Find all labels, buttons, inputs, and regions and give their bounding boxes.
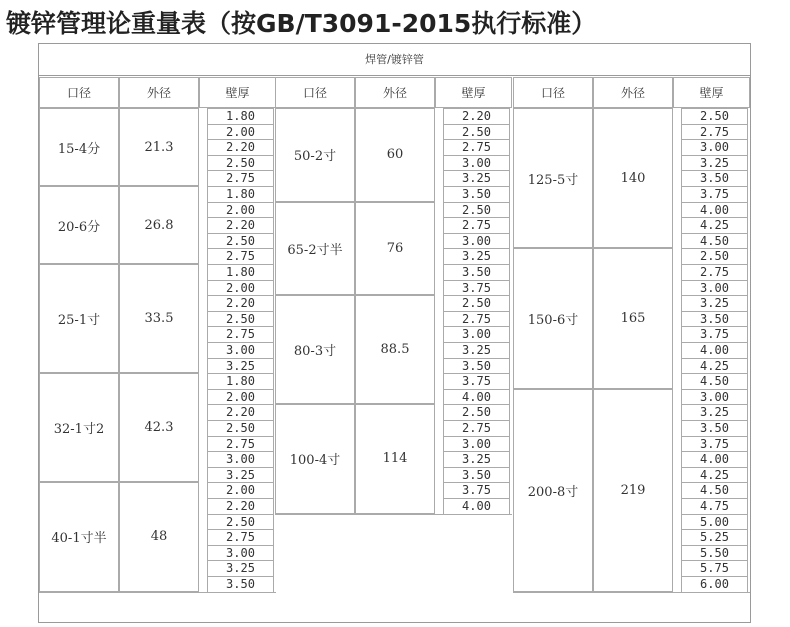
wall-thickness-cell: 3.00: [681, 389, 748, 406]
pipe-size-cell: 100-4寸: [275, 404, 355, 513]
wall-thickness-cell: 4.00: [443, 389, 510, 406]
section-bottom-rule: [513, 592, 750, 593]
column-header: 外径: [593, 77, 673, 108]
wall-thickness-cell: 3.25: [681, 155, 748, 172]
wall-thickness-cell: 4.75: [681, 498, 748, 515]
wall-thickness-cell: 5.50: [681, 545, 748, 562]
pipe-size-cell: 32-1寸2: [39, 373, 119, 482]
wall-thickness-cell: 2.20: [207, 139, 274, 156]
section-bottom-rule: [39, 592, 276, 593]
wall-thickness-cell: 4.25: [681, 217, 748, 234]
column-header: 口径: [513, 77, 593, 108]
wall-thickness-cell: 5.25: [681, 529, 748, 546]
wall-thickness-cell: 3.75: [443, 280, 510, 297]
wall-thickness-cell: 4.25: [681, 467, 748, 484]
wall-thickness-cell: 3.00: [443, 155, 510, 172]
wall-thickness-cell: 2.50: [681, 248, 748, 265]
wall-thickness-cell: 1.80: [207, 373, 274, 390]
outer-diameter-cell: 165: [593, 248, 673, 388]
wall-thickness-cell: 2.20: [207, 295, 274, 312]
pipe-size-cell: 20-6分: [39, 186, 119, 264]
outer-diameter-cell: 76: [355, 202, 435, 296]
wall-thickness-cell: 6.00: [681, 576, 748, 593]
outer-diameter-cell: 60: [355, 108, 435, 202]
wall-thickness-cell: 5.75: [681, 560, 748, 577]
wall-thickness-cell: 4.25: [681, 358, 748, 375]
outer-diameter-cell: 88.5: [355, 295, 435, 404]
wall-thickness-cell: 4.00: [681, 202, 748, 219]
wall-thickness-cell: 2.50: [207, 514, 274, 531]
outer-diameter-cell: 33.5: [119, 264, 199, 373]
wall-thickness-cell: 2.75: [207, 436, 274, 453]
wall-thickness-cell: 2.00: [207, 389, 274, 406]
wall-thickness-cell: 4.00: [681, 342, 748, 359]
weight-table: [38, 43, 751, 623]
wall-thickness-cell: 3.25: [207, 560, 274, 577]
wall-thickness-cell: 3.25: [443, 170, 510, 187]
table-header: 焊管/镀锌管: [39, 44, 750, 76]
wall-thickness-cell: 2.20: [207, 498, 274, 515]
wall-thickness-cell: 3.25: [443, 451, 510, 468]
pipe-size-cell: 40-1寸半: [39, 482, 119, 591]
outer-diameter-cell: 114: [355, 404, 435, 513]
wall-thickness-cell: 3.25: [443, 248, 510, 265]
wall-thickness-cell: 2.75: [443, 139, 510, 156]
outer-diameter-cell: 26.8: [119, 186, 199, 264]
wall-thickness-cell: 2.75: [207, 248, 274, 265]
wall-thickness-cell: 2.20: [443, 108, 510, 125]
column-header: 外径: [119, 77, 199, 108]
wall-thickness-cell: 3.75: [443, 482, 510, 499]
wall-thickness-cell: 2.50: [443, 295, 510, 312]
wall-thickness-cell: 3.00: [681, 139, 748, 156]
pipe-size-cell: 15-4分: [39, 108, 119, 186]
wall-thickness-cell: 3.25: [207, 467, 274, 484]
wall-thickness-cell: 3.25: [207, 358, 274, 375]
wall-thickness-cell: 5.00: [681, 514, 748, 531]
wall-thickness-cell: 3.00: [443, 326, 510, 343]
wall-thickness-cell: 3.50: [443, 467, 510, 484]
outer-diameter-cell: 140: [593, 108, 673, 248]
wall-thickness-cell: 3.25: [681, 295, 748, 312]
wall-thickness-cell: 3.00: [207, 342, 274, 359]
pipe-size-cell: 80-3寸: [275, 295, 355, 404]
wall-thickness-cell: 2.50: [207, 420, 274, 437]
wall-thickness-cell: 3.50: [443, 186, 510, 203]
wall-thickness-cell: 3.75: [681, 186, 748, 203]
wall-thickness-cell: 4.00: [681, 451, 748, 468]
wall-thickness-cell: 2.00: [207, 482, 274, 499]
wall-thickness-cell: 2.50: [207, 233, 274, 250]
wall-thickness-cell: 2.75: [207, 529, 274, 546]
outer-diameter-cell: 42.3: [119, 373, 199, 482]
wall-thickness-cell: 3.00: [681, 280, 748, 297]
wall-thickness-cell: 2.75: [207, 326, 274, 343]
wall-thickness-cell: 3.50: [681, 420, 748, 437]
wall-thickness-cell: 1.80: [207, 108, 274, 125]
wall-thickness-cell: 3.50: [207, 576, 274, 593]
wall-thickness-cell: 1.80: [207, 264, 274, 281]
wall-thickness-cell: 2.20: [207, 404, 274, 421]
wall-thickness-cell: 2.50: [443, 124, 510, 141]
wall-thickness-cell: 2.20: [207, 217, 274, 234]
wall-thickness-cell: 3.75: [681, 436, 748, 453]
wall-thickness-cell: 2.50: [443, 202, 510, 219]
wall-thickness-cell: 2.00: [207, 124, 274, 141]
pipe-size-cell: 65-2寸半: [275, 202, 355, 296]
column-header: 外径: [355, 77, 435, 108]
wall-thickness-cell: 3.25: [443, 342, 510, 359]
column-header: 壁厚: [199, 77, 276, 108]
wall-thickness-cell: 2.50: [443, 404, 510, 421]
wall-thickness-cell: 1.80: [207, 186, 274, 203]
wall-thickness-cell: 3.00: [443, 233, 510, 250]
pipe-size-cell: 150-6寸: [513, 248, 593, 388]
pipe-size-cell: 25-1寸: [39, 264, 119, 373]
wall-thickness-cell: 3.00: [207, 545, 274, 562]
outer-diameter-cell: 21.3: [119, 108, 199, 186]
wall-thickness-cell: 2.75: [443, 311, 510, 328]
wall-thickness-cell: 3.75: [681, 326, 748, 343]
column-header: 壁厚: [673, 77, 750, 108]
wall-thickness-cell: 3.75: [443, 373, 510, 390]
outer-diameter-cell: 48: [119, 482, 199, 591]
wall-thickness-cell: 2.75: [207, 170, 274, 187]
wall-thickness-cell: 4.50: [681, 233, 748, 250]
wall-thickness-cell: 2.75: [443, 217, 510, 234]
wall-thickness-cell: 3.25: [681, 404, 748, 421]
wall-thickness-cell: 2.00: [207, 202, 274, 219]
wall-thickness-cell: 2.50: [681, 108, 748, 125]
wall-thickness-cell: 4.50: [681, 373, 748, 390]
column-header: 口径: [275, 77, 355, 108]
column-header: 壁厚: [435, 77, 512, 108]
wall-thickness-cell: 2.75: [681, 264, 748, 281]
wall-thickness-cell: 2.75: [443, 420, 510, 437]
wall-thickness-cell: 4.00: [443, 498, 510, 515]
wall-thickness-cell: 3.50: [443, 358, 510, 375]
pipe-size-cell: 200-8寸: [513, 389, 593, 592]
wall-thickness-cell: 3.00: [443, 436, 510, 453]
wall-thickness-cell: 2.50: [207, 311, 274, 328]
wall-thickness-cell: 3.50: [681, 311, 748, 328]
wall-thickness-cell: 4.50: [681, 482, 748, 499]
wall-thickness-cell: 3.50: [681, 170, 748, 187]
wall-thickness-cell: 3.50: [443, 264, 510, 281]
outer-diameter-cell: 219: [593, 389, 673, 592]
pipe-size-cell: 50-2寸: [275, 108, 355, 202]
page-title: 镀锌管理论重量表（按GB/T3091-2015执行标准）: [6, 9, 597, 38]
wall-thickness-cell: 2.50: [207, 155, 274, 172]
wall-thickness-cell: 3.00: [207, 451, 274, 468]
wall-thickness-cell: 2.00: [207, 280, 274, 297]
section-bottom-rule: [275, 514, 512, 515]
column-header: 口径: [39, 77, 119, 108]
pipe-size-cell: 125-5寸: [513, 108, 593, 248]
wall-thickness-cell: 2.75: [681, 124, 748, 141]
